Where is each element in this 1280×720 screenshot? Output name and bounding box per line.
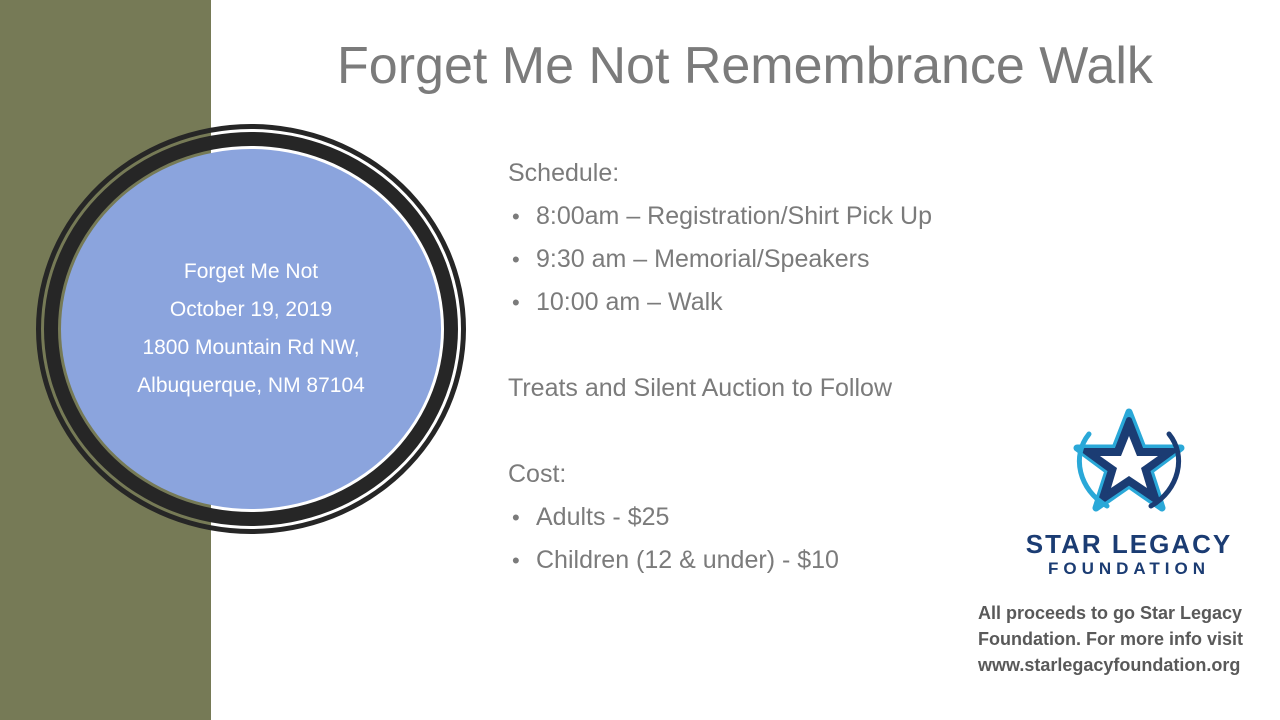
badge-content <box>61 149 441 509</box>
badge-line: Forget Me Not <box>183 260 319 283</box>
list-item: • Children (12 & under) - $10 <box>508 539 1068 582</box>
text-spacer <box>508 410 1068 453</box>
page-title: Forget Me Not Remembrance Walk <box>337 37 1153 95</box>
proceeds-footnote: All proceeds to go Star Legacy Foundation. For more info visit www.starlegacyfoundation.org <box>978 603 1243 675</box>
list-item: • Adults - $25 <box>508 496 1068 539</box>
logo-line-1: STAR LEGACY <box>1025 529 1233 559</box>
badge-line: Albuquerque, NM 87104 <box>137 374 365 397</box>
logo-wordmark <box>1018 530 1240 580</box>
star-icon <box>1018 404 1240 532</box>
logo-line-2: FOUNDATION <box>1047 559 1211 578</box>
badge-line: 1800 Mountain Rd NW, <box>142 336 360 359</box>
list-item: • 10:00 am – Walk <box>508 281 1068 324</box>
cost-heading: Cost: <box>508 460 567 488</box>
schedule-heading: Schedule: <box>508 159 620 187</box>
text-spacer <box>508 324 1068 367</box>
list-item: • 8:00am – Registration/Shirt Pick Up <box>508 195 1068 238</box>
schedule-and-cost-text <box>508 152 1068 582</box>
star-legacy-foundation-logo <box>1018 404 1240 584</box>
treats-auction-line: Treats and Silent Auction to Follow <box>508 374 892 402</box>
list-item: • 9:30 am – Memorial/Speakers <box>508 238 1068 281</box>
event-details-badge <box>36 124 466 534</box>
badge-line: October 19, 2019 <box>169 298 333 321</box>
